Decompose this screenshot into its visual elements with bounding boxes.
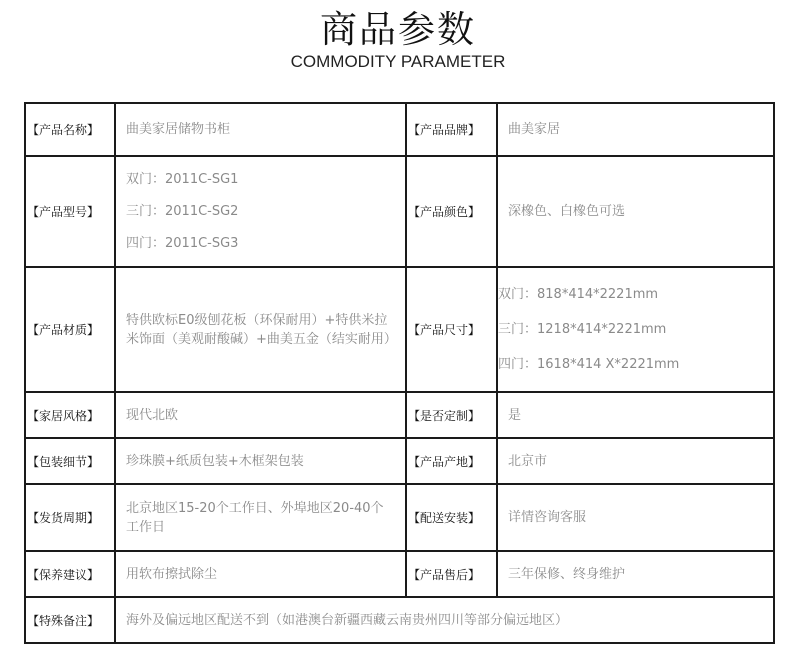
table-row bbox=[25, 597, 774, 643]
value-product-size bbox=[497, 267, 774, 392]
label-care: 【保养建议】 bbox=[25, 551, 115, 597]
value-product-name: 曲美家居储物书柜 bbox=[115, 103, 406, 156]
label-origin: 【产品产地】 bbox=[406, 438, 497, 484]
value-care: 用软布擦拭除尘 bbox=[115, 551, 406, 597]
label-after-sale: 【产品售后】 bbox=[406, 551, 497, 597]
label-product-brand: 【产品品牌】 bbox=[406, 103, 497, 156]
value-delivery-cycle: 北京地区15-20个工作日、外埠地区20-40个工作日 bbox=[115, 484, 406, 551]
label-home-style: 【家居风格】 bbox=[25, 392, 115, 438]
label-product-model: 【产品型号】 bbox=[25, 156, 115, 267]
table-row bbox=[25, 392, 774, 438]
value-home-style: 现代北欧 bbox=[115, 392, 406, 438]
model-line: 四门：2011C-SG3 bbox=[126, 235, 239, 251]
table-row bbox=[25, 103, 774, 156]
value-packaging: 珍珠膜+纸质包装+木框架包装 bbox=[115, 438, 406, 484]
value-customizable: 是 bbox=[497, 392, 774, 438]
table-row bbox=[25, 484, 774, 551]
parameter-table bbox=[24, 102, 775, 644]
label-delivery-install: 【配送安装】 bbox=[406, 484, 497, 551]
label-product-name: 【产品名称】 bbox=[25, 103, 115, 156]
size-line: 三门：1218*414*2221mm bbox=[498, 322, 667, 337]
model-line: 双门：2011C-SG1 bbox=[126, 171, 239, 187]
value-after-sale: 三年保修、终身维护 bbox=[497, 551, 774, 597]
label-packaging: 【包装细节】 bbox=[25, 438, 115, 484]
label-delivery-cycle: 【发货周期】 bbox=[25, 484, 115, 551]
table-row bbox=[25, 267, 774, 392]
label-special-note: 【特殊备注】 bbox=[25, 597, 115, 643]
label-customizable: 【是否定制】 bbox=[406, 392, 497, 438]
size-line: 四门：1618*414 X*2221mm bbox=[498, 357, 680, 372]
page-subtitle: COMMODITY PARAMETER bbox=[290, 52, 506, 71]
table-row bbox=[25, 438, 774, 484]
value-origin: 北京市 bbox=[497, 438, 774, 484]
page-title: 商品参数 bbox=[320, 8, 476, 51]
value-product-model bbox=[115, 156, 406, 267]
label-product-material: 【产品材质】 bbox=[25, 267, 115, 392]
table-row bbox=[25, 156, 774, 267]
value-special-note: 海外及偏远地区配送不到（如港澳台新疆西藏云南贵州四川等部分偏远地区） bbox=[115, 597, 774, 643]
value-product-material: 特供欧标E0级刨花板（环保耐用）+特供米拉米饰面（美观耐酸碱）+曲美五金（结实耐用） bbox=[115, 267, 406, 392]
model-line: 三门：2011C-SG2 bbox=[126, 203, 239, 219]
value-product-brand: 曲美家居 bbox=[497, 103, 774, 156]
value-product-color: 深橡色、白橡色可选 bbox=[497, 156, 774, 267]
label-product-size: 【产品尺寸】 bbox=[406, 267, 497, 392]
size-line: 双门：818*414*2221mm bbox=[498, 287, 659, 302]
table-row bbox=[25, 551, 774, 597]
value-delivery-install: 详情咨询客服 bbox=[497, 484, 774, 551]
label-product-color: 【产品颜色】 bbox=[406, 156, 497, 267]
